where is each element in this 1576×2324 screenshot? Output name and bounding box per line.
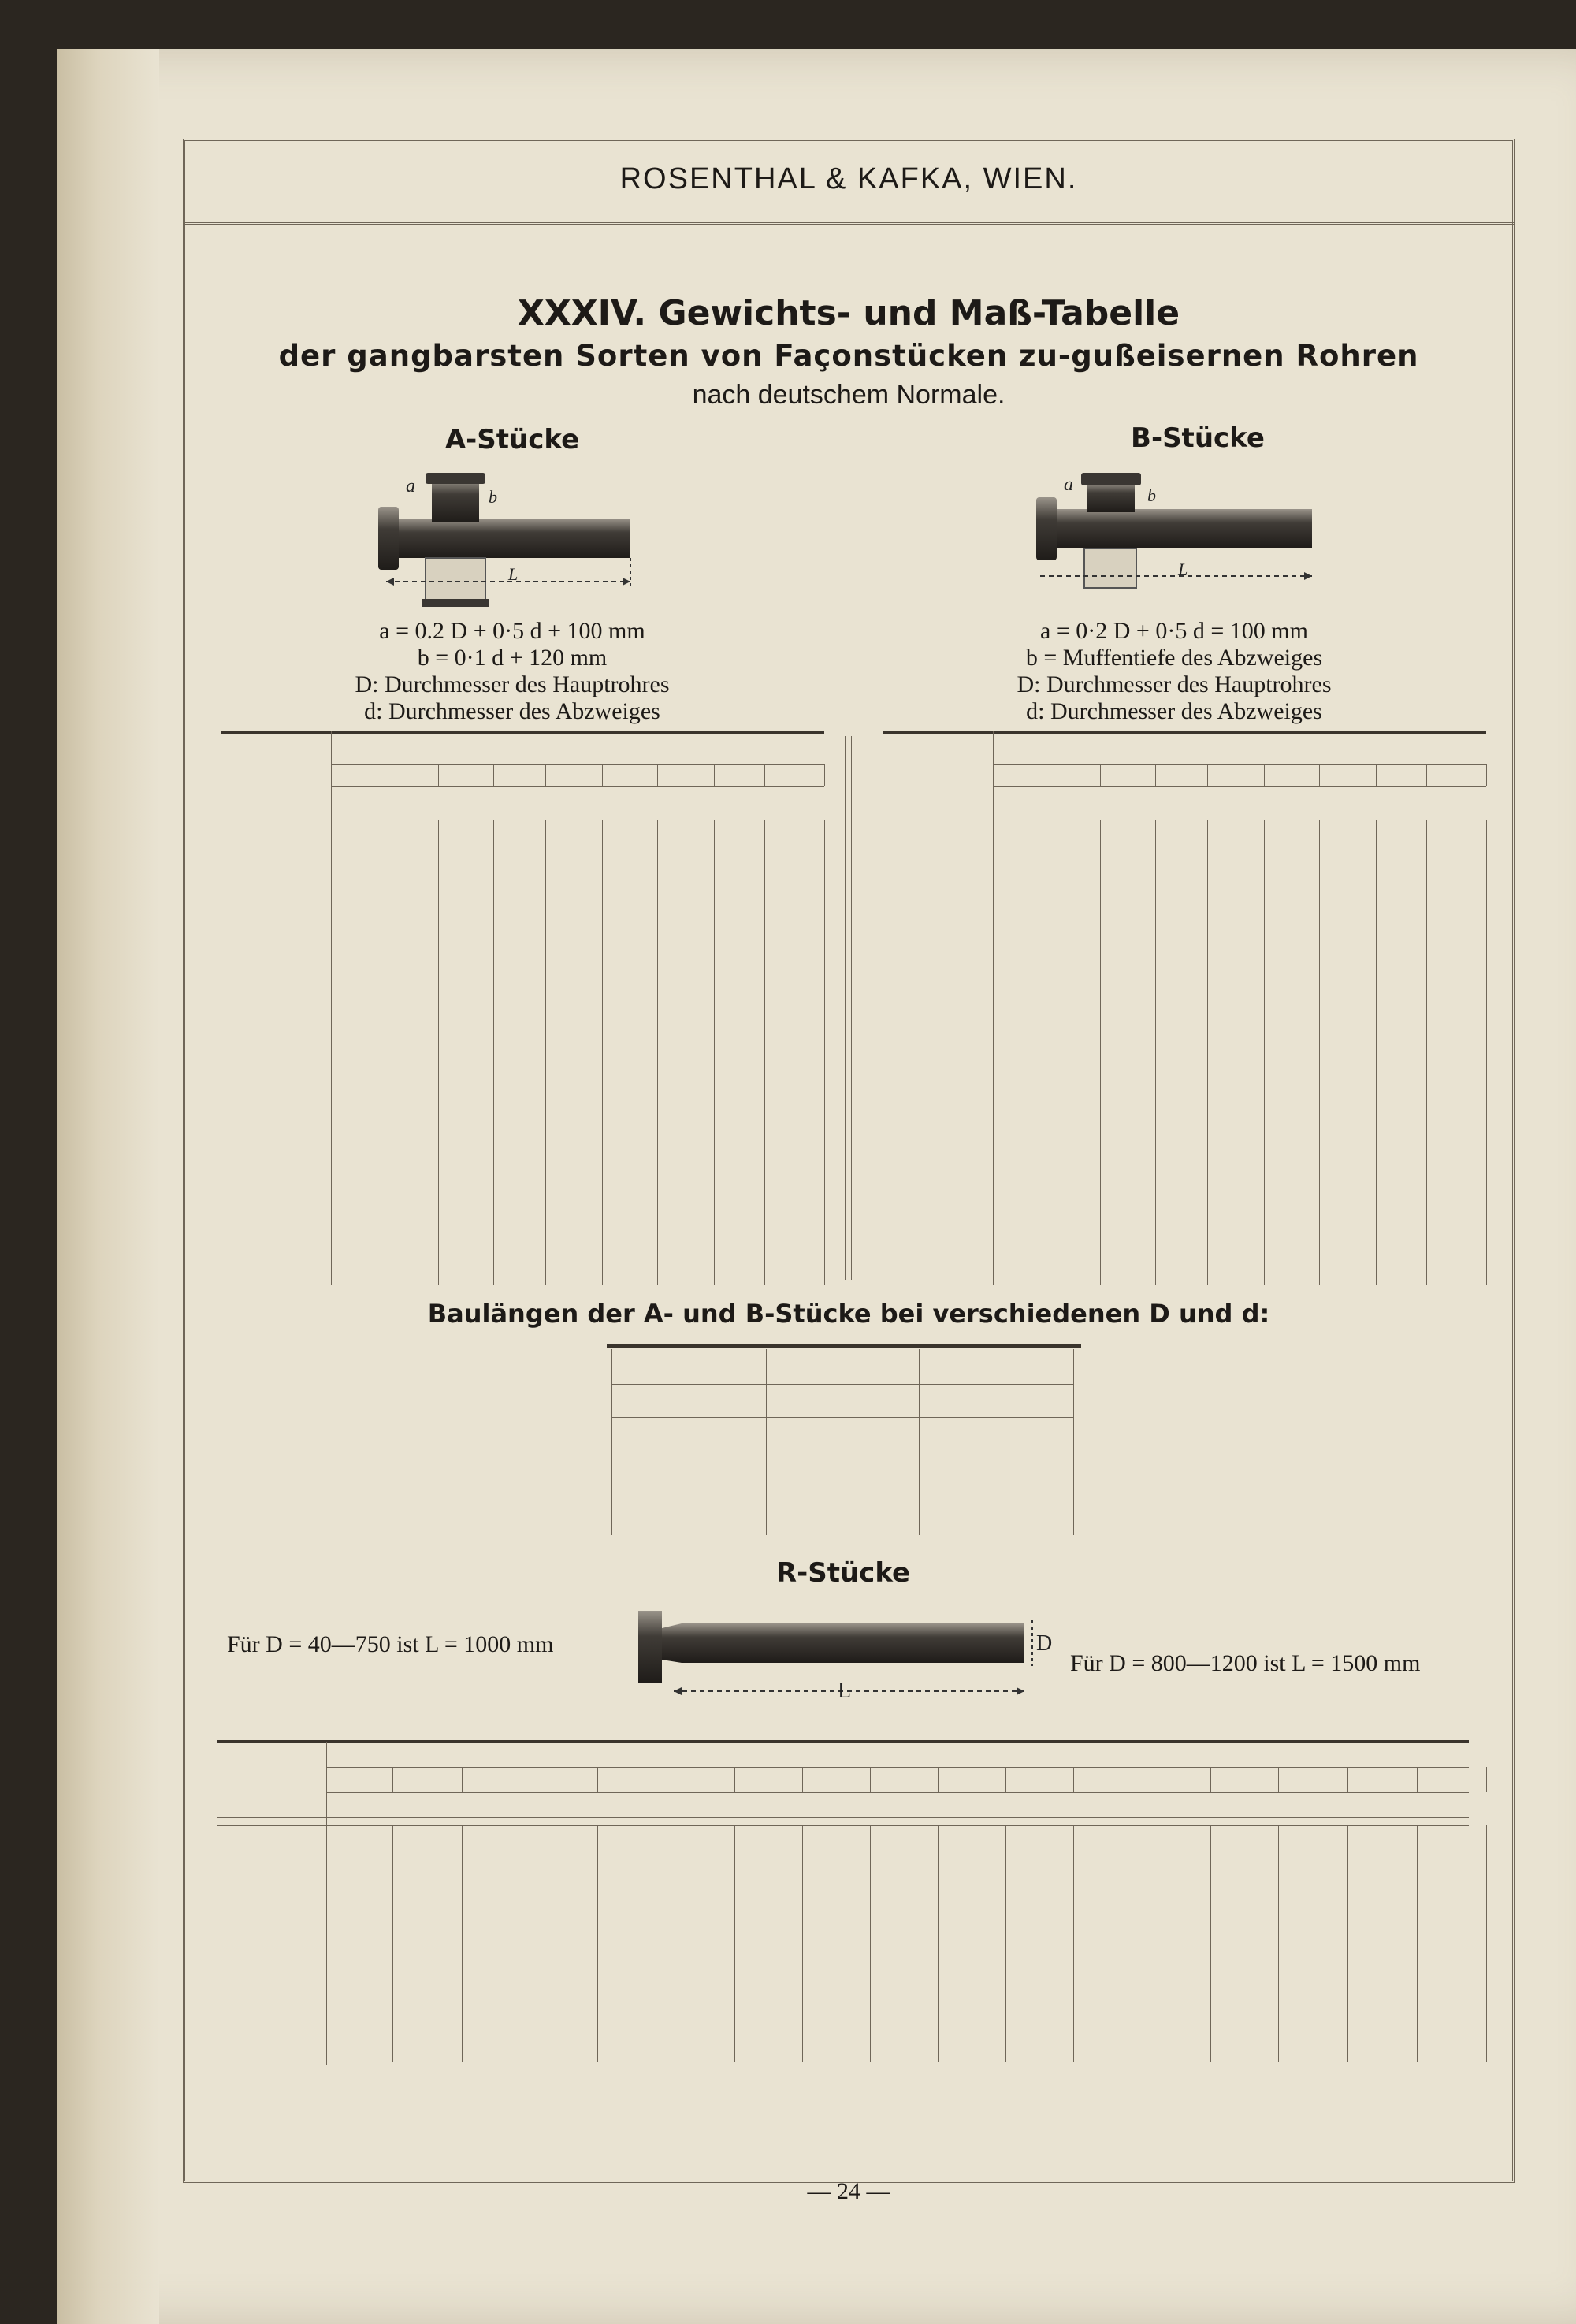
a-piece-figure	[370, 463, 662, 613]
cols-rule	[331, 786, 824, 787]
cols-rule	[993, 786, 1486, 787]
rt-body-divider	[1347, 1825, 1348, 2062]
bau-col-divider	[611, 1349, 612, 1535]
b-fig-a-label: a	[1064, 474, 1073, 495]
table-top-rule	[883, 731, 1486, 734]
rt-header-bottom-2	[217, 1825, 1469, 1826]
bau-col-divider	[919, 1349, 920, 1535]
col-divider	[545, 764, 546, 786]
a-formula-4: d: Durchmesser des Abzweiges	[364, 698, 660, 724]
col-divider	[657, 764, 658, 786]
b-formula-3: D: Durchmesser des Hauptrohres	[1017, 671, 1332, 697]
col-divider	[1486, 764, 1487, 786]
rt-col-divider	[462, 1767, 463, 1792]
a-heading: A-Stücke	[444, 424, 580, 456]
tables-divider	[845, 736, 846, 1280]
col-divider	[824, 764, 825, 786]
span-rule	[993, 764, 1486, 765]
rt-body-divider	[938, 1825, 939, 2062]
r-right-note: Für D = 800—1200 ist L = 1500 mm	[1070, 1650, 1421, 1676]
rt-body-divider	[1210, 1825, 1211, 2062]
r-left-note: Für D = 40—750 ist L = 1000 mm	[227, 1631, 554, 1657]
rt-col-divider	[392, 1767, 393, 1792]
col-divider	[1264, 764, 1265, 786]
rt-body-divider	[734, 1825, 735, 2062]
body-col-divider	[714, 820, 715, 1285]
body-col-divider	[1486, 820, 1487, 1285]
body-col-divider	[1155, 820, 1156, 1285]
rt-body-divider	[1417, 1825, 1418, 2062]
page-fore-edge	[57, 49, 159, 2324]
rt-body-divider	[326, 1825, 327, 2062]
span-rule	[331, 764, 824, 765]
rt-body-divider	[597, 1825, 598, 2062]
col-divider	[1426, 764, 1427, 786]
col-divider	[1376, 764, 1377, 786]
body-col-divider	[331, 820, 332, 1285]
page-header: ROSENTHAL & KAFKA, WIEN.	[619, 162, 1078, 195]
header-rule	[183, 222, 1515, 225]
body-col-divider	[657, 820, 658, 1285]
b-piece-figure	[1024, 462, 1324, 604]
col-divider	[438, 764, 439, 786]
body-col-divider	[1100, 820, 1101, 1285]
rt-col-divider	[1005, 1767, 1006, 1792]
bau-top-rule	[607, 1344, 1081, 1348]
col-divider	[1100, 764, 1101, 786]
bau-col-divider	[766, 1349, 767, 1535]
b-formula-4: d: Durchmesser des Abzweiges	[1026, 698, 1322, 724]
body-col-divider	[545, 820, 546, 1285]
table-top-rule	[221, 731, 824, 734]
rt-col-divider	[734, 1767, 735, 1792]
rt-col-divider	[1073, 1767, 1074, 1792]
rt-body-divider	[1073, 1825, 1074, 2062]
body-col-divider	[1376, 820, 1377, 1285]
rt-body-divider	[1486, 1825, 1487, 2062]
a-formula-2: b = 0·1 d + 120 mm	[417, 645, 608, 671]
rt-cols-rule	[326, 1792, 1469, 1793]
rt-body-divider	[392, 1825, 393, 2062]
table-title: XXXIV. Gewichts- und Maß-Tabelle	[517, 293, 1180, 333]
a-fig-l-label: L	[508, 564, 519, 584]
body-col-divider	[1319, 820, 1320, 1285]
col-divider	[764, 764, 765, 786]
bau-col-divider	[1073, 1349, 1074, 1535]
body-col-divider	[1426, 820, 1427, 1285]
r-piece-figure	[634, 1604, 1060, 1707]
col-divider	[493, 764, 494, 786]
a-formula-1: a = 0.2 D + 0·5 d + 100 mm	[379, 618, 645, 644]
r-fig-l-label: L	[838, 1679, 852, 1703]
rt-col-divider	[1417, 1767, 1418, 1792]
col-divider	[1319, 764, 1320, 786]
b-heading: B-Stücke	[1131, 422, 1265, 454]
page-number: — 24 —	[807, 2178, 890, 2204]
b-fig-b-label: b	[1147, 485, 1156, 505]
tables-divider-2	[851, 736, 852, 1280]
a-fig-b-label: b	[489, 487, 497, 507]
rt-col-divider	[1347, 1767, 1348, 1792]
col-divider	[1155, 764, 1156, 786]
rt-span-rule	[326, 1767, 1469, 1768]
body-col-divider	[602, 820, 603, 1285]
rt-col-divider	[597, 1767, 598, 1792]
rt-col-divider	[1278, 1767, 1279, 1792]
body-col-divider	[824, 820, 825, 1285]
rt-body-divider	[1005, 1825, 1006, 2062]
body-col-divider	[438, 820, 439, 1285]
body-col-divider	[993, 820, 994, 1285]
body-col-divider	[1207, 820, 1208, 1285]
rt-body-divider	[802, 1825, 803, 2062]
rt-header-bottom	[217, 1817, 1469, 1818]
rt-col-divider	[1486, 1767, 1487, 1792]
table-subtitle: der gangbarsten Sorten von Façonstücken zu-gußeisernen Rohren	[278, 339, 1419, 373]
bau-mid-rule	[611, 1384, 1073, 1385]
b-fig-l-label: L	[1178, 560, 1188, 579]
rt-body-divider	[1278, 1825, 1279, 2062]
col-divider	[714, 764, 715, 786]
rt-top-rule	[217, 1740, 1469, 1743]
r-heading: R-Stücke	[775, 1557, 911, 1589]
bau-unit-rule	[611, 1417, 1073, 1418]
rt-col-divider	[1210, 1767, 1211, 1792]
b-formula-1: a = 0·2 D + 0·5 d = 100 mm	[1040, 618, 1308, 644]
b-formula-2: b = Muffentiefe des Abzweiges	[1025, 645, 1323, 671]
a-formula-3: D: Durchmesser des Hauptrohres	[355, 671, 670, 697]
body-col-divider	[1264, 820, 1265, 1285]
body-col-divider	[493, 820, 494, 1285]
rt-col-divider	[938, 1767, 939, 1792]
r-fig-d-label: D	[1036, 1631, 1053, 1656]
col-divider	[602, 764, 603, 786]
rt-col-divider	[870, 1767, 871, 1792]
rt-col-divider	[802, 1767, 803, 1792]
rt-body-divider	[462, 1825, 463, 2062]
baulaengen-heading: Baulängen der A- und B-Stücke bei verschiedenen D und d:	[427, 1299, 1270, 1329]
table-note: nach deutschem Normale.	[692, 380, 1005, 410]
rt-body-divider	[870, 1825, 871, 2062]
body-col-divider	[764, 820, 765, 1285]
a-fig-a-label: a	[406, 476, 415, 496]
col-divider	[1207, 764, 1208, 786]
